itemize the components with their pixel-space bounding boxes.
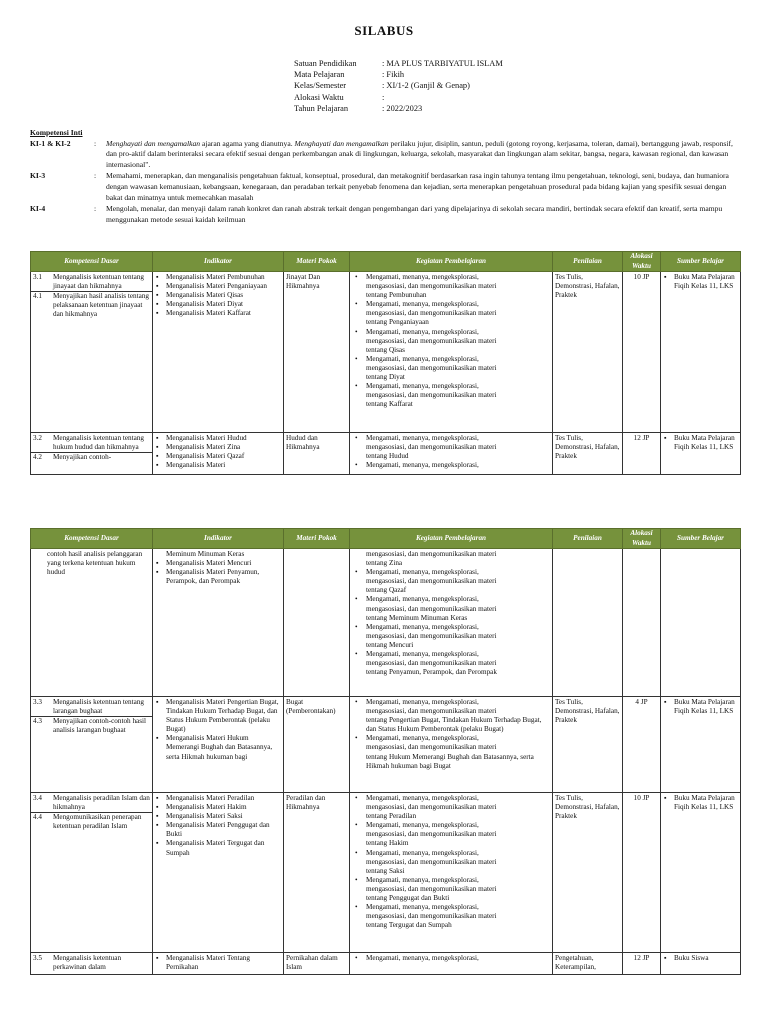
sumber-list — [663, 698, 738, 716]
cell-indikator — [153, 953, 284, 975]
kd-text: contoh hasil analisis pelanggaran yang terkena ketentuan hukum hudud — [47, 550, 143, 577]
indikator-item: ▪ Menganalisis Materi Pengertian Bugat, Tindakan Hukum Terhadap Bugat, dan Status Hukum Pemberontak (pelaku Bugat) — [155, 698, 281, 734]
kd-num: 3.4 — [33, 794, 42, 802]
sumber-item: ▪ Buku Mata Pelajaran Fiqih Kelas 11, LKS — [663, 794, 738, 812]
meta-value: : MA PLUS TARBIYATUL ISLAM — [382, 59, 503, 68]
cell-sumber — [661, 697, 741, 793]
cell-sumber — [661, 433, 741, 475]
kegiatan-item: • Mengamati, menanya, mengeksplorasi, mengasosiasi, dan mengomunikasikan materi tentang Penyamun, Perampok, dan Perompak — [352, 650, 550, 677]
header-alokasi: Alokasi Waktu — [623, 529, 661, 549]
kegiatan-item: • Mengamati, menanya, mengeksplorasi, — [352, 954, 550, 963]
indikator-item: ▪ Menganalisis Materi Penggugat dan Bukti — [155, 821, 281, 839]
kegiatan-item: • Mengamati, menanya, mengeksplorasi, mengasosiasi, dan mengomunikasikan materi tentang Qisas — [352, 328, 550, 355]
ki-code: KI-4 — [30, 204, 46, 214]
indikator-item: ▪ Menganalisis Materi Tentang Pernikahan — [155, 954, 281, 972]
cell-materi: Peradilan dan Hikmahnya — [284, 793, 350, 953]
meta-value: : 2022/2023 — [382, 103, 423, 113]
kegiatan-list — [352, 434, 550, 470]
sumber-list — [663, 273, 738, 291]
ki-segment: ajaran agama yang dianutnya. — [200, 138, 295, 148]
cell-alokasi: 12 JP — [623, 433, 661, 475]
meta-label: Tahun Pelajaran — [294, 103, 349, 113]
kegiatan-item: • Mengamati, menanya, mengeksplorasi, mengasosiasi, dan mengomunikasikan materi tentang Diyat — [352, 355, 550, 382]
indikator-item: ▪ Menganalisis Materi Qazaf — [155, 452, 281, 461]
kegiatan-list — [352, 794, 550, 930]
header-sumber: Sumber Belajar — [661, 252, 741, 272]
indikator-list — [155, 273, 281, 318]
indikator-item: ▪ Menganalisis Materi Hakim — [155, 803, 281, 812]
cell-sumber — [661, 793, 741, 953]
meta-row — [294, 92, 503, 103]
cell-kd — [31, 272, 153, 433]
ki-text: Mengolah, menalar, dan menyaji dalam ranah konkret dan ranah abstrak terkait dengan pengembangan dari yang dipelajarinya di sekolah secara mandiri, bertindak secara efektif dan kreatif, serta mampu menggunakan metode sesuai kaidah keilmuan — [106, 204, 723, 224]
cell-indikator — [153, 697, 284, 793]
kd-text: Menganalisis ketentuan tentang jinayaat dan hikmahnya — [53, 273, 145, 291]
kegiatan-item: • Mengamati, menanya, mengeksplorasi, mengasosiasi, dan mengomunikasikan materi tentang Pembunuhan — [352, 273, 550, 300]
sumber-item: ▪ Buku Mata Pelajaran Fiqih Kelas 11, LKS — [663, 273, 738, 291]
header-kegiatan: Kegiatan Pembelajaran — [350, 529, 553, 549]
kd-num: 3.2 — [33, 434, 42, 442]
header-alokasi: Alokasi Waktu — [623, 252, 661, 272]
cell-kegiatan — [350, 433, 553, 475]
indikator-item: ▪ Menganalisis Materi Qisas — [155, 291, 281, 300]
cell-alokasi: 12 JP — [623, 953, 661, 975]
kd-num: 3.1 — [33, 273, 42, 281]
sumber-list — [663, 794, 738, 812]
indikator-item: ▪ Menganalisis Materi Tergugat dan Sumpah — [155, 839, 281, 857]
indikator-item: ▪ Menganalisis Materi Penyamun, Perampok, dan Perompak — [155, 568, 281, 586]
cell-penilaian: Tes Tulis, Demonstrasi, Hafalan, Praktek — [553, 433, 623, 475]
cell-indikator — [153, 272, 284, 433]
sumber-item: ▪ Buku Siswa — [663, 954, 738, 963]
sumber-item: ▪ Buku Mata Pelajaran Fiqih Kelas 11, LKS — [663, 698, 738, 716]
table-row — [31, 433, 741, 475]
ki-colon: : — [94, 204, 97, 214]
kegiatan-item: • Mengamati, menanya, mengeksplorasi, mengasosiasi, dan mengomunikasikan materi tentang Hakim — [352, 821, 550, 848]
meta-value: : — [382, 92, 385, 102]
cell-indikator — [153, 433, 284, 475]
syllabus-table-1 — [30, 251, 741, 475]
table-row — [31, 549, 741, 697]
cell-materi: Bugat (Pemberontakan) — [284, 697, 350, 793]
meta-label: Satuan Pendidikan — [294, 59, 357, 68]
kd-item — [33, 954, 150, 972]
kd-num: 4.1 — [33, 292, 42, 301]
ki-item — [30, 139, 740, 171]
kegiatan-item: • Mengamati, menanya, mengeksplorasi, mengasosiasi, dan mengomunikasikan materi tentang Qazaf — [352, 568, 550, 595]
ki-text — [106, 139, 740, 171]
header-materi-pokok: Materi Pokok — [284, 252, 350, 272]
cell-penilaian: Tes Tulis, Demonstrasi, Hafalan, Praktek — [553, 793, 623, 953]
ki-code: KI-3 — [30, 171, 46, 181]
table-row — [31, 272, 741, 433]
sumber-list — [663, 434, 738, 452]
kegiatan-list — [352, 954, 550, 963]
kd-num: 4.4 — [33, 813, 42, 822]
kd-item — [33, 794, 150, 812]
indikator-item: ▪ Menganalisis Materi — [155, 461, 281, 470]
table-row — [31, 953, 741, 975]
kd-text: Menganalisis peradilan Islam dan hikmahnya — [53, 794, 150, 812]
table-header-row — [31, 252, 741, 272]
cell-kd — [31, 697, 153, 793]
kompetensi-inti — [30, 128, 740, 226]
indikator-item: ▪ Menganalisis Materi Penganiayaan — [155, 282, 281, 291]
header-kompetensi-dasar: Kompetensi Dasar — [31, 252, 153, 272]
header-penilaian: Penilaian — [553, 529, 623, 549]
cell-materi: Jinayat Dan Hikmahnya — [284, 272, 350, 433]
meta-value: : Fikih — [382, 70, 405, 80]
cell-penilaian: Tes Tulis, Demonstrasi, Hafalan, Praktek — [553, 697, 623, 793]
kegiatan-item: • Mengamati, menanya, mengeksplorasi, mengasosiasi, dan mengomunikasikan materi tentang Peradilan — [352, 794, 550, 821]
kegiatan-continuation: mengasosiasi, dan mengomunikasikan materi tentang Zina — [366, 550, 497, 568]
indikator-item: ▪ Menganalisis Materi Mencuri — [155, 559, 281, 568]
kegiatan-item: • Mengamati, menanya, mengeksplorasi, mengasosiasi, dan mengomunikasikan materi tentang Kaffarat — [352, 382, 550, 409]
kegiatan-item: • Mengamati, menanya, mengeksplorasi, mengasosiasi, dan mengomunikasikan materi tentang Saksi — [352, 849, 550, 876]
kd-text: Menyajikan hasil analisis tentang pelaksanaan ketentuan jinayaat dan hikmahnya — [53, 292, 150, 319]
ki-colon: : — [94, 138, 97, 148]
indikator-continuation: Meminum Minuman Keras — [166, 550, 245, 558]
kd-item — [33, 273, 150, 291]
cell-penilaian — [553, 549, 623, 697]
kd-item — [33, 434, 150, 452]
meta-value: : XI/1-2 (Ganjil & Genap) — [382, 81, 470, 91]
header-indikator: Indikator — [153, 252, 284, 272]
kd-item — [31, 716, 152, 735]
cell-sumber — [661, 953, 741, 975]
cell-materi — [284, 549, 350, 697]
table-row — [31, 793, 741, 953]
syllabus-table-2 — [30, 528, 741, 975]
ki-colon: : — [94, 171, 97, 181]
cell-materi: Pernikahan dalam Islam — [284, 953, 350, 975]
kegiatan-item: • Mengamati, menanya, mengeksplorasi, mengasosiasi, dan mengomunikasikan materi tentang Tergugat dan Sumpah — [352, 903, 550, 930]
kd-text: Mengomunikasikan penerapan ketentuan peradilan Islam — [53, 813, 142, 831]
kd-num: 3.5 — [33, 954, 42, 962]
header-kegiatan: Kegiatan Pembelajaran — [350, 252, 553, 272]
kd-text: Menganalisis ketentuan perkawinan dalam — [53, 954, 122, 972]
kegiatan-item: • Mengamati, menanya, mengeksplorasi, mengasosiasi, dan mengomunikasikan materi tentang Penganiayaan — [352, 300, 550, 327]
cell-penilaian: Tes Tulis, Demonstrasi, Hafalan, Praktek — [553, 272, 623, 433]
cell-sumber — [661, 549, 741, 697]
indikator-item: ▪ Menganalisis Materi Pembunuhan — [155, 273, 281, 282]
page-title: SILABUS — [354, 23, 414, 38]
kegiatan-list — [352, 273, 550, 409]
cell-alokasi: 10 JP — [623, 272, 661, 433]
kd-text: Menganalisis ketentuan tentang larangan bughaat — [53, 698, 145, 716]
kegiatan-item: • Mengamati, menanya, mengeksplorasi, mengasosiasi, dan mengomunikasikan materi tentang Hudud — [352, 434, 550, 461]
cell-kd — [31, 793, 153, 953]
kd-item — [31, 812, 152, 831]
kd-num: 4.3 — [33, 717, 42, 726]
cell-kd — [31, 953, 153, 975]
kegiatan-list — [352, 568, 550, 677]
indikator-item: ▪ Menganalisis Materi Zina — [155, 443, 281, 452]
indikator-list — [155, 954, 281, 972]
ki-segment: perilaku jujur, disiplin, santun, peduli (gotong royong, kerjasama, toleran, damai), bertanggung jawab, responsif, dan pro-aktif dalam berinteraksi secara efektif sesuai dengan perkembangan anak di lingkungan, keluarga, sekolah, masyarakat dan lingkungan alam sekitar, bangsa, negara, kawasan regional, dan kawasan internasional". — [106, 138, 733, 169]
sumber-item: ▪ Buku Mata Pelajaran Fiqih Kelas 11, LKS — [663, 434, 738, 452]
cell-kd — [31, 433, 153, 475]
header-materi-pokok: Materi Pokok — [284, 529, 350, 549]
cell-sumber — [661, 272, 741, 433]
cell-alokasi: 10 JP — [623, 793, 661, 953]
cell-kegiatan — [350, 272, 553, 433]
header-kompetensi-dasar: Kompetensi Dasar — [31, 529, 153, 549]
ki-italic: Menghayati dan mengamalkan — [294, 138, 389, 148]
indikator-list — [155, 559, 281, 586]
indikator-item: ▪ Menganalisis Materi Hukum Memerangi Bughah dan Batasannya, serta Hikmah hukuman bagi — [155, 734, 281, 761]
cell-alokasi: 4 JP — [623, 697, 661, 793]
document-meta — [294, 58, 503, 114]
indikator-list — [155, 434, 281, 470]
kegiatan-item: • Mengamati, menanya, mengeksplorasi, — [352, 461, 550, 470]
cell-materi: Hudud dan Hikmahnya — [284, 433, 350, 475]
meta-row — [294, 80, 503, 91]
ki-heading: Kompetensi Inti — [30, 128, 83, 137]
kd-item — [33, 698, 150, 716]
header-penilaian: Penilaian — [553, 252, 623, 272]
meta-row — [294, 103, 503, 114]
indikator-item: ▪ Menganalisis Materi Diyat — [155, 300, 281, 309]
ki-italic: Menghayati dan mengamalkan — [106, 138, 201, 148]
meta-label: Mata Pelajaran — [294, 70, 345, 80]
kegiatan-list — [352, 698, 550, 771]
meta-label: Alokasi Waktu — [294, 92, 344, 102]
indikator-list — [155, 698, 281, 762]
kd-text: Menyajikan contoh- — [53, 453, 112, 462]
cell-kegiatan — [350, 793, 553, 953]
cell-kegiatan — [350, 549, 553, 697]
kd-num: 3.3 — [33, 698, 42, 706]
header-sumber: Sumber Belajar — [661, 529, 741, 549]
kegiatan-item: • Mengamati, menanya, mengeksplorasi, mengasosiasi, dan mengomunikasikan materi tentang Mencuri — [352, 623, 550, 650]
kegiatan-item: • Mengamati, menanya, mengeksplorasi, mengasosiasi, dan mengomunikasikan materi tentang Meminum Minuman Keras — [352, 595, 550, 622]
header-indikator: Indikator — [153, 529, 284, 549]
indikator-item: ▪ Menganalisis Materi Hudud — [155, 434, 281, 443]
meta-label: Kelas/Semester — [294, 81, 347, 91]
indikator-item: ▪ Menganalisis Materi Kaffarat — [155, 309, 281, 318]
cell-indikator — [153, 549, 284, 697]
cell-kegiatan — [350, 697, 553, 793]
kd-item — [31, 291, 152, 319]
ki-item — [30, 204, 740, 225]
kd-text: Menyajikan contoh-contoh hasil analisis larangan bughaat — [53, 717, 147, 735]
cell-alokasi — [623, 549, 661, 697]
indikator-item: ▪ Menganalisis Materi Saksi — [155, 812, 281, 821]
kd-num: 4.2 — [33, 453, 42, 462]
ki-item — [30, 171, 740, 203]
sumber-list — [663, 954, 738, 963]
meta-row — [294, 58, 503, 69]
ki-code: KI-1 & KI-2 — [30, 138, 71, 148]
kegiatan-item: • Mengamati, menanya, mengeksplorasi, mengasosiasi, dan mengomunikasikan materi tentang Hukum Memerangi Bughah dan Batasannya, serta Hikmah hukuman bagi Bugat — [352, 734, 550, 770]
cell-kegiatan — [350, 953, 553, 975]
indikator-item: ▪ Menganalisis Materi Peradilan — [155, 794, 281, 803]
kd-text: Menganalisis ketentuan tentang hukum hudud dan hikmahnya — [53, 434, 145, 452]
table-row — [31, 697, 741, 793]
kegiatan-item: • Mengamati, menanya, mengeksplorasi, mengasosiasi, dan mengomunikasikan materi tentang Pengertian Bugat, Tindakan Hukum Terhadap Bugat, dan Status Hukum Pemberontak (pelaku Bugat) — [352, 698, 550, 734]
indikator-list — [155, 794, 281, 858]
cell-kd — [31, 549, 153, 697]
cell-penilaian: Pengetahuan, Keterampilan, — [553, 953, 623, 975]
kd-item — [31, 452, 152, 462]
ki-text: Memahami, menerapkan, dan menganalisis pengetahuan faktual, konseptual, prosedural, dan metakognitif berdasarkan rasa ingin tahunya tentang ilmu pengetahuan, teknologi, seni, budaya, dan humaniora dengan wawasan kemanusiaan, kebangsaan, kenegaraan, dan peradaban terkait penyebab fenomena dan kejadian, serta menerapkan pengetahuan prosedural pada bidang kajian yang spesifik sesuai dengan bakat dan minatnya untuk memecahkan masalah — [106, 171, 729, 202]
cell-indikator — [153, 793, 284, 953]
kegiatan-item: • Mengamati, menanya, mengeksplorasi, mengasosiasi, dan mengomunikasikan materi tentang Penggugat dan Bukti — [352, 876, 550, 903]
meta-row — [294, 69, 503, 80]
table-header-row — [31, 529, 741, 549]
